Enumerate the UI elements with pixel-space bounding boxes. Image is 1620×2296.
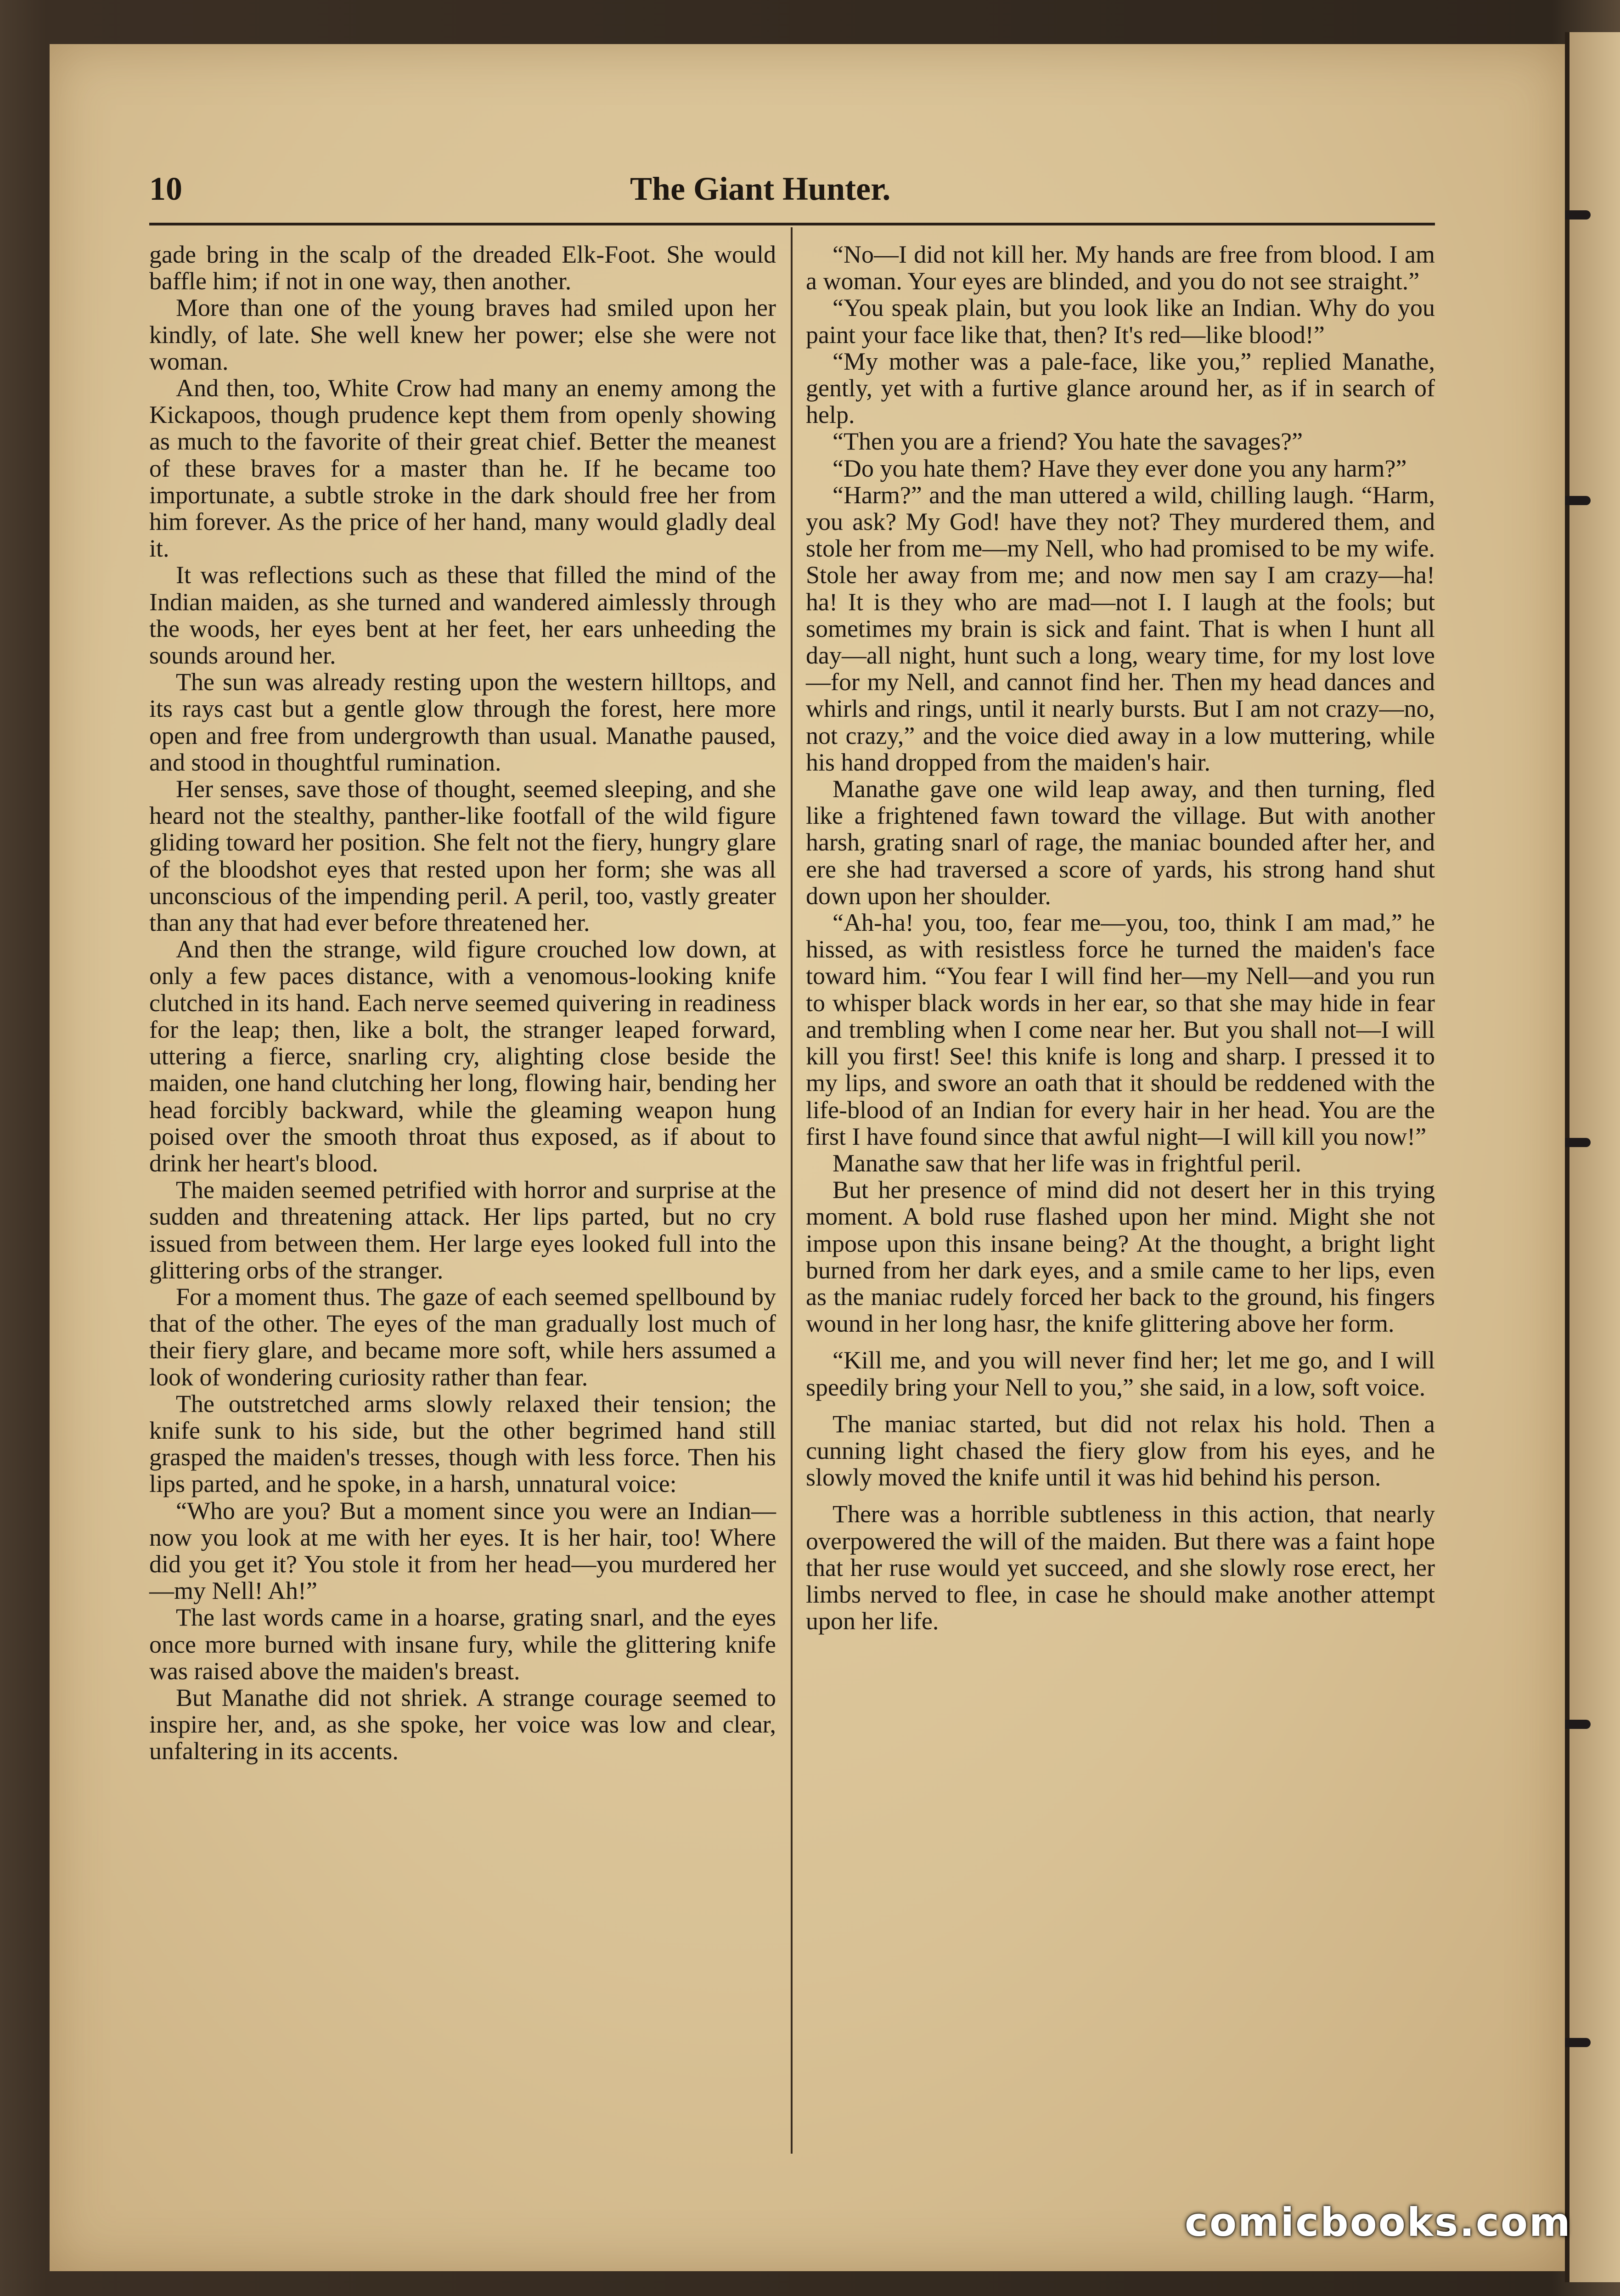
paragraph: There was a horrible subtleness in this action, that nearly overpowered the will of the maiden. But there was a faint hope that her ruse would yet succeed, and she slowly rose erect, her limbs nerved to flee, in case he should make another attempt upon her life. (806, 1500, 1435, 1635)
paragraph: The maiden seemed petrified with horror and surprise at the sudden and threatening attack. Her lips parted, but no cry issued from between them. Her large eyes looked full into the glittering orbs of the stranger. (149, 1176, 776, 1284)
facing-page-edge (1569, 32, 1620, 2282)
paragraph: But her presence of mind did not desert her in this trying moment. A bold ruse flashed upon her mind. Might she not impose upon this insane being? At the thought, a bright light burned from her dark eyes, and a smile came to her lips, even as the maniac rudely forced her back to the ground, his fingers wound in her long hasr, the knife glittering above her form. (806, 1176, 1435, 1338)
book-title: The Giant Hunter. (630, 170, 891, 207)
paragraph: “Harm?” and the man uttered a wild, chilling laugh. “Harm, you ask? My God! have they not? They murdered them, and stole her from me—my Nell, who had promised to be my wife. Stole her away from me; and now men say I am crazy—ha! ha! It is they who are mad—not I. I laugh at the fools; but sometimes my brain is sick and faint. That is when I hunt all day—all night, hunt such a long, weary time, for my lost love—for my Nell, and cannot find her. Then my head dances and whirls and rings, until it nearly bursts. But I am not crazy—no, not crazy,” and the voice died away in a low muttering, while his hand dropped from the maiden's hair. (806, 481, 1435, 776)
paragraph: gade bring in the scalp of the dreaded Elk-Foot. She would baffle him; if not in one way, then another. (149, 241, 776, 295)
paragraph: It was reflections such as these that filled the mind of the Indian maiden, as she turned and wandered aimlessly through the woods, her eyes bent at her feet, her ears unheeding the sounds around her. (149, 561, 776, 670)
left-column (149, 241, 776, 1765)
paragraph: The sun was already resting upon the western hilltops, and its rays cast but a gentle glow through the forest, here more open and free from undergrowth than usual. Manathe paused, and stood in thoughtful rumination. (149, 668, 776, 776)
paragraph: The outstretched arms slowly relaxed their tension; the knife sunk to his side, but the other begrimed hand still grasped the maiden's tresses, though with less force. Then his lips parted, and he spoke, in a harsh, unnatural voice: (149, 1390, 776, 1498)
header-rule (149, 223, 1435, 225)
paragraph: But Manathe did not shriek. A strange courage seemed to inspire her, and, as she spoke, her voice was low and clear, unfaltering in its accents. (149, 1683, 776, 1765)
paragraph: And then, too, White Crow had many an enemy among the Kickapoos, though prudence kept them from openly showing as much to the favorite of their great chief. Better the meanest of these braves for a master than he. If he became too importunate, a subtle stroke in the dark should free her from him forever. As the price of her hand, many would gladly deal it. (149, 374, 776, 563)
paragraph: Manathe saw that her life was in frightful peril. (832, 1149, 1302, 1177)
paragraph: “My mother was a pale-face, like you,” replied Manathe, gently, yet with a furtive glance around her, as if in search of help. (806, 347, 1435, 429)
running-header (149, 170, 1435, 220)
paragraph: For a moment thus. The gaze of each seemed spellbound by that of the other. The eyes of the man gradually lost much of their fiery glare, and became more soft, while hers assumed a look of wondering curiosity rather than fear. (149, 1283, 776, 1391)
paragraph: “Do you hate them? Have they ever done you any harm?” (832, 454, 1407, 482)
paragraph: “Then you are a friend? You hate the savages?” (832, 428, 1303, 456)
column-divider (791, 227, 793, 2154)
watermark: comicbooks.com (1185, 2200, 1572, 2245)
paragraph: “No—I did not kill her. My hands are free from blood. I am a woman. Your eyes are blinded, and you do not see straight.” (806, 241, 1435, 295)
paragraph: “Who are you? But a moment since you were an Indian—now you look at me with her eyes. It is her hair, too! Where did you get it? You stole it from her head—you murdered her—my Nell! Ah!” (149, 1497, 776, 1605)
paragraph: And then the strange, wild figure crouched low down, at only a few paces distance, with a venomous-looking knife clutched in its hand. Each nerve seemed quivering in readiness for the leap; then, like a bolt, the stranger leaped forward, uttering a fierce, snarling cry, alighting close beside the maiden, one hand clutching her long, flowing hair, bending her head forcibly backward, while the gleaming weapon hung poised over the smooth throat thus exposed, as if about to drink her heart's blood. (149, 935, 776, 1177)
paragraph: Her senses, save those of thought, seemed sleeping, and she heard not the stealthy, panther-like footfall of the wild figure gliding toward her position. She felt not the fiery, hungry glare of the bloodshot eyes that rested upon her form; she was all unconscious of the impending peril. A peril, too, vastly greater than any that had ever before threatened her. (149, 775, 776, 937)
page-number: 10 (149, 170, 182, 207)
binding-gutter (1565, 32, 1569, 2282)
paragraph: The last words came in a hoarse, grating snarl, and the eyes once more burned with insane fury, while the glittering knife was raised above the maiden's breast. (149, 1604, 776, 1685)
paragraph: The maniac started, but did not relax his hold. Then a cunning light chased the fiery glow from his eyes, and he slowly moved the knife until it was hid behind his person. (806, 1410, 1435, 1491)
paragraph: “Kill me, and you will never find her; let me go, and I will speedily bring your Nell to you,” she said, in a low, soft voice. (806, 1346, 1435, 1401)
paragraph: More than one of the young braves had smiled upon her kindly, of late. She well knew her power; else she were not woman. (149, 294, 776, 375)
paragraph: Manathe gave one wild leap away, and then turning, fled like a frightened fawn toward the village. But with another harsh, grating snarl of rage, the maniac bounded after her, and ere she had traversed a score of yards, his strong hand shut down upon her shoulder. (806, 775, 1435, 910)
right-column (806, 241, 1435, 1634)
paragraph: “You speak plain, but you look like an Indian. Why do you paint your face like that, then? It's red—like blood!” (806, 294, 1435, 349)
paragraph: “Ah-ha! you, too, fear me—you, too, think I am mad,” he hissed, as with resistless force he turned the maiden's face toward him. “You fear I will find her—my Nell—and you run to whisper black words in her ear, so that she may hide in fear and trembling when I come near her. But you shall not—I will kill you first! See! this knife is long and sharp. I pressed it to my lips, and swore an oath that it should be reddened with the life-blood of an Indian for every hair in her head. You are the first I have found since that awful night—I will kill you now!” (806, 909, 1435, 1150)
